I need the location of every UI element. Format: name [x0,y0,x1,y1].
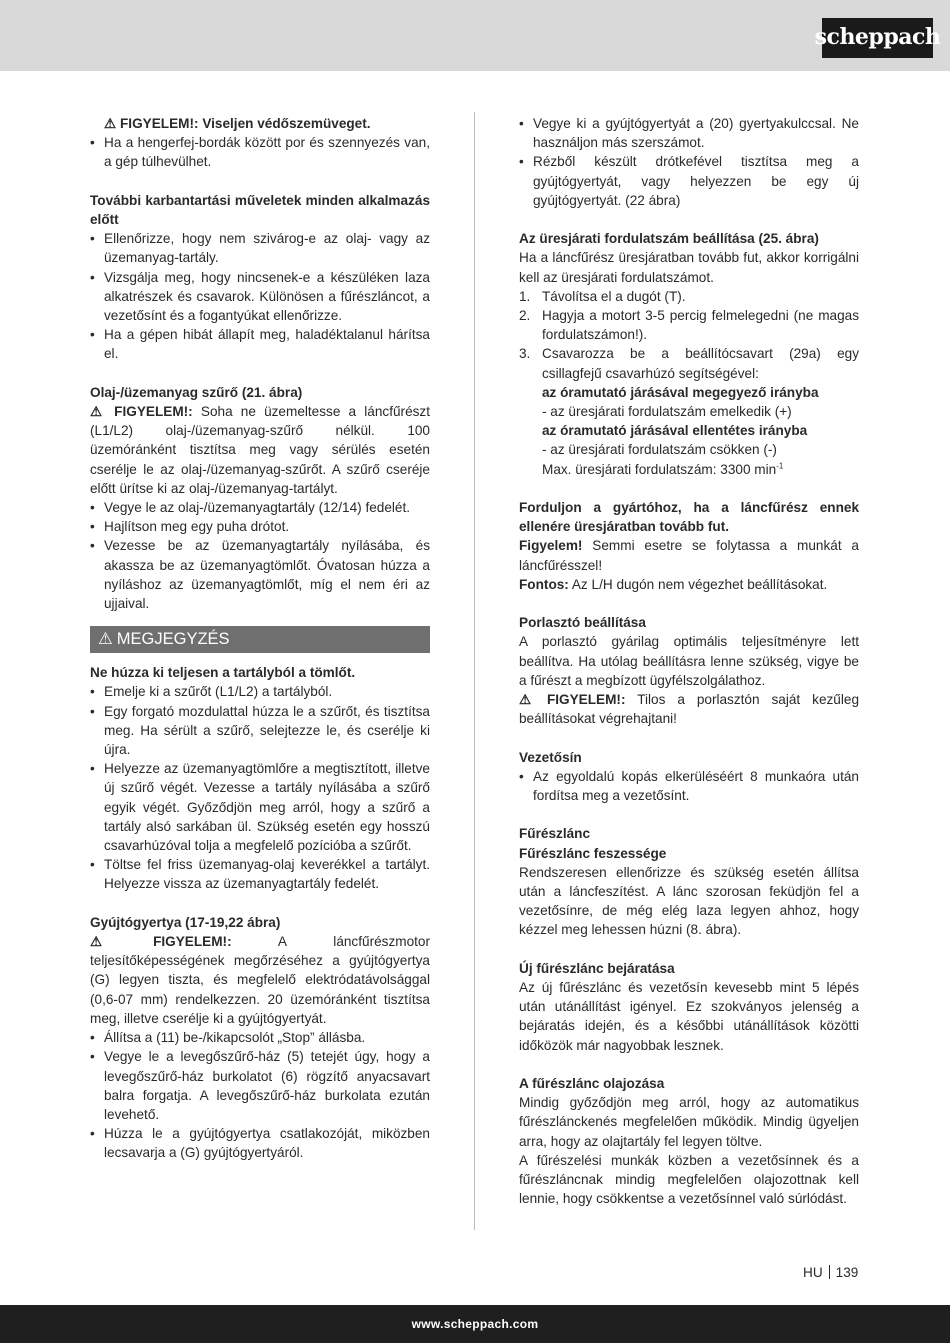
footer-url[interactable]: www.scheppach.com [411,1317,539,1331]
warning-paragraph: ⚠ FIGYELEM!: A láncfűrészmotor teljesítőképességének megőrzéséhez a gyújtógyertya (G) legyen tiszta, és megfelelő elektródatávolsággal (0,6-07 mm) rendelkezzen. 20 üzemóránként tisztítsa meg, illetve cserélje ki a gyújtógyertyát. [90,934,430,1026]
paragraph: Az új fűrészlánc és vezetősín kevesebb mint 5 lépés után utánállítást igényel. Ez szokványos jelenség a bejáratás idején, és a későbbi utánállítások közötti időközök már nagyobbak lesznek. [519,980,859,1053]
warning-icon: ⚠ [519,692,532,708]
note-banner: ⚠ MEGJEGYZÉS [90,626,430,653]
list-item: 3. Csavarozza be a beállítócsavart (29a) egy csillagfejű csavarhúzó segítségével: [519,346,859,381]
warning-icon: ⚠ [90,404,103,420]
list-item: • Húzza le a gyújtógyertya csatlakozóját, miközben lecsavarja a (G) gyújtógyertyáról. [90,1124,430,1162]
column-divider [474,112,475,1230]
section-heading: Porlasztó beállítása [519,615,646,631]
list-item: • Helyezze az üzemanyagtömlőre a megtisztított, illetve új szűrő végét. Vezesse a tartály nyílásába a szűrő egyik végét. Győződjön meg arról, hogy a szűrő a tartály alsó sarkában ül. Szükség esetén egy hosszú csavarhúzóval tolja a megfelelő pozícióba a szűrőt. [90,759,430,855]
bullet-list [90,229,430,363]
warning-goggles: ⚠ FIGYELEM!: Viseljen védőszemüveget. [90,114,430,133]
direction-counterclockwise-effect: - az üresjárati fordulatszám csökken (-) [542,442,777,458]
paragraph: Mindig győződjön meg arról, hogy az automatikus fűrészlánckenés megfelelően működik. Mindig ügyeljen arra, hogy az olajtartály fel legyen töltve. [519,1095,859,1149]
list-item: • Vegye le a levegőszűrő-ház (5) tetejét úgy, hogy a levegőszűrő-ház burkolatot (6) rögzítő anyacsavart balra forgatja. A levegőszűrő-ház burkolata ezután levehető. [90,1047,430,1124]
warning-icon: ⚠ [98,630,113,649]
list-item: • Rézből készült drótkefével tisztítsa meg a gyújtógyertyát, vagy helyezzen be egy új gyújtógyertyát. (22 ábra) [519,152,859,210]
list-item: • Az egyoldalú kopás elkerüléséért 8 munkaóra után fordítsa meg a vezetősínt. [519,767,859,805]
warning-icon: ⚠ [104,116,117,131]
list-item: 2. Hagyja a motort 3-5 percig felmelegedni (ne magas fordulatszámon!). [519,308,859,343]
left-column [90,114,430,1163]
section-heading: További karbantartási műveletek minden alkalmazás előtt [90,192,430,227]
list-item: • Vezesse be az üzemanyagtartály nyílásába, és akassza be az üzemanyagtömlőt. Óvatosan húzza a nyíláshoz az üzemanyagtömlőt, míg el nem éri az ujjaival. [90,536,430,613]
list-item: • Vegye ki a gyújtógyertyát a (20) gyertyakulccsal. Ne használjon más szerszámot. [519,114,859,152]
list-item: • Ha a hengerfej-bordák között por és szennyezés van, a gép túlhevülhet. [90,133,430,171]
bullet-list [90,1028,430,1162]
list-item: • Töltse fel friss üzemanyag-olaj keverékkel a tartályt. Helyezze vissza az üzemanyagtartály fedelét. [90,855,430,893]
direction-counterclockwise: az óramutató járásával ellentétes irányba [542,423,808,439]
list-item: • Ellenőrizze, hogy nem szivárog-e az olaj- vagy az üzemanyag-tartály. [90,229,430,267]
paragraph: A porlasztó gyárilag optimális teljesítményre lett beállítva. Ha utólag beállításra lenne szükség, vigye be a fűrészt a megbízott ügyfélszolgálathoz. [519,634,859,688]
direction-clockwise: az óramutató járásával megegyező irányba [542,384,819,400]
paragraph: Ha a láncfűrész üresjáratban tovább fut, akkor korrigálni kell az üresjárati fordulatszámot. [519,250,859,285]
direction-clockwise-effect: - az üresjárati fordulatszám emelkedik (+) [542,404,792,420]
section-heading: A fűrészlánc olajozása [519,1076,665,1092]
bullet-list [90,133,430,171]
header-bar [0,0,950,71]
note-bold-text: Ne húzza ki teljesen a tartályból a tömlőt. [90,665,356,681]
section-heading: Gyújtógyertya (17-19,22 ábra) [90,914,281,930]
list-item: 1. Távolítsa el a dugót (T). [519,288,686,304]
list-item: • Vizsgálja meg, hogy nincsenek-e a készüléken laza alkatrészek és csavarok. Különösen a fűrészláncot, a vezetősínt és a fogantyúkat ellenőrizze. [90,268,430,326]
list-item: • Emelje ki a szűrőt (L1/L2) a tartályból. [90,682,430,701]
contact-manufacturer: Forduljon a gyártóhoz, ha a láncfűrész ennek ellenére üresjáratban tovább fut. [519,500,859,535]
max-idle-speed: Max. üresjárati fordulatszám: 3300 $\min^{-1}$ [542,461,784,477]
section-heading: Az üresjárati fordulatszám beállítása (25. ábra) [519,231,819,247]
warning-paragraph: ⚠ FIGYELEM!: Soha ne üzemeltesse a láncfűrészt (L1/L2) olaj-/üzemanyag-szűrő nélkül. 100 üzemóránként tisztítsa meg vagy sérülés esetén cserélje le az olaj-/üzemanyag-szűrőt. A szűrő cseréje előtt ürítse ki az olaj-/üzemanyag-tartályt. [90,404,431,496]
right-column [519,114,859,1208]
bullet-list [519,767,859,805]
page-number: HU 139 [803,1265,859,1280]
section-heading: Fűrészlánc [519,826,591,842]
bullet-list [90,682,430,893]
important-paragraph: Fontos: Az L/H dugón nem végezhet beállításokat. [519,576,828,592]
bullet-list [90,498,430,613]
bullet-list [519,114,859,210]
subsection-heading: Fűrészlánc feszessége [519,845,667,861]
numbered-list [519,287,859,383]
warning-icon: ⚠ [90,934,103,950]
section-heading: Új fűrészlánc bejáratása [519,960,675,976]
paragraph: A fűrészelési munkák közben a vezetősínnek és a fűrészláncnak mindig megfelelően olajozottnak kell lennie, hogy csökkentse a vezetősínnel való súrlódást. [519,1152,859,1207]
list-item: • Állítsa a (11) be-/kikapcsolót „Stop” állásba. [90,1028,430,1047]
section-heading: Vezetősín [519,749,582,765]
brand-logo: scheppach [822,18,933,58]
list-item: • Vegye le az olaj-/üzemanyagtartály (12/14) fedelét. [90,498,430,517]
page-number-separator [829,1265,830,1279]
section-heading: Olaj-/üzemanyag szűrő (21. ábra) [90,384,303,400]
list-item: • Hajlítson meg egy puha drótot. [90,517,430,536]
paragraph: Rendszeresen ellenőrizze és szükség esetén állítsa után a láncfeszítést. A lánc szorosan feküdjön fel a vezetősínre, de még elég laza legyen ahhoz, hogy kézzel meg lehessen húzni (8. ábra). [519,864,859,938]
list-item: • Ha a gépen hibát állapít meg, haladéktalanul hárítsa el. [90,325,430,363]
attention-paragraph: Figyelem! Semmi esetre se folytassa a munkát a láncfűrésszel! [519,538,859,573]
list-item: • Egy forgató mozdulattal húzza le a szűrőt, és tisztítsa meg. Ha sérült a szűrő, selejtezze le, és cserélje ki újra. [90,702,430,760]
warning-paragraph: ⚠ FIGYELEM!: Tilos a porlasztón saját kezűleg beállításokat végrehajtani! [519,692,860,727]
footer-bar [0,1305,950,1343]
